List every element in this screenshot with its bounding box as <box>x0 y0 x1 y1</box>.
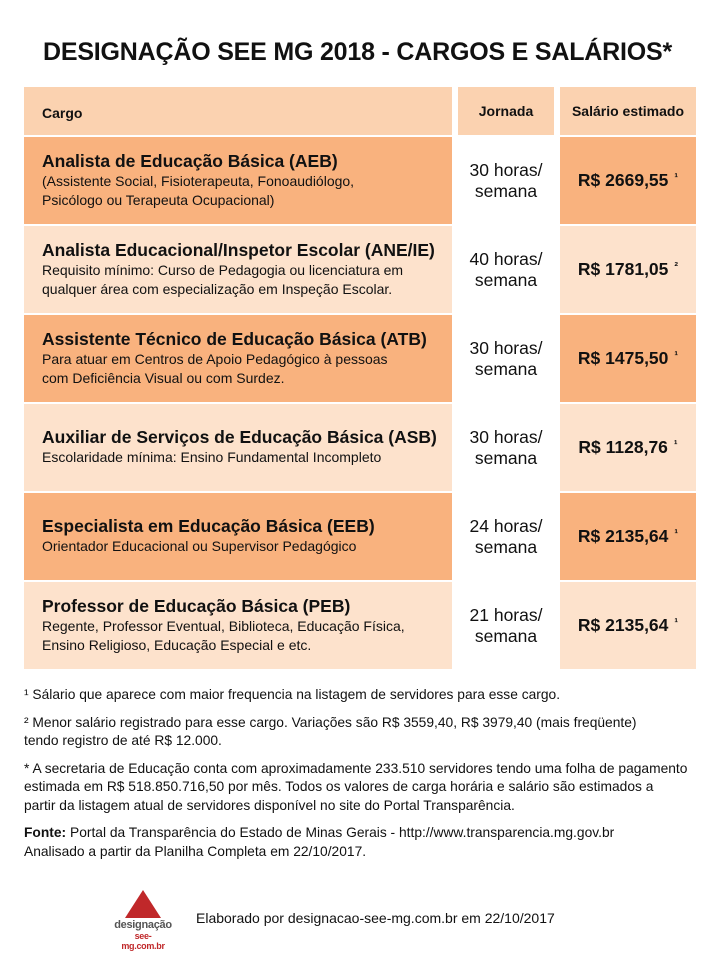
jornada-line: 21 horas/ <box>469 604 543 625</box>
footnote-2-line: ² Menor salário registrado para esse cargo. Variações são R$ 3559,40, R$ 3979,40 (mais freqüente) <box>24 714 637 730</box>
footnote-mark: ¹ <box>674 527 679 540</box>
cargos-table <box>24 87 696 669</box>
cargo-desc: Psicólogo ou Terapeuta Ocupacional) <box>42 191 275 208</box>
cargo-desc: (Assistente Social, Fisioterapeuta, Fonoaudiólogo, <box>42 172 355 189</box>
salario-value: R$ 2669,55 <box>577 170 669 190</box>
footnote-mark: ¹ <box>674 616 679 629</box>
site-logo <box>113 888 173 951</box>
footnote-asterisk-line: estimada em R$ 518.850.716,50 por mês. Todos os valores de carga horária e salário são estimados a <box>24 779 654 794</box>
cargo-desc: com Deficiência Visual ou com Surdez. <box>42 369 285 386</box>
logo-text: designação <box>114 919 172 931</box>
header-salario: Salário estimado <box>560 87 696 135</box>
logo-subtext: see-mg.com.br <box>121 931 165 951</box>
footnote-asterisk <box>24 760 696 816</box>
cargo-name: Assistente Técnico de Educação Básica (ATB) <box>42 328 427 349</box>
table-row-salario <box>560 491 696 580</box>
table-row-jornada <box>452 580 560 669</box>
table-row-jornada <box>452 224 560 313</box>
salario-value: R$ 2135,64 <box>577 526 669 546</box>
table-row-salario <box>560 313 696 402</box>
source-text: Portal da Transparência do Estado de Minas Gerais - http://www.transparencia.mg.gov.br <box>66 825 615 840</box>
footnote-asterisk-line: partir da listagem atual de servidores disponível no site do Portal Transparência. <box>24 797 515 813</box>
salario-value: R$ 2135,64 <box>577 615 669 635</box>
footnote-mark: ¹ <box>674 171 679 184</box>
footnote-mark: ¹ <box>674 349 679 362</box>
source-text-line2: Analisado a partir da Planilha Completa em 22/10/2017. <box>24 843 367 859</box>
footnote-asterisk-line: * A secretaria de Educação conta com aproximadamente 233.510 servidores tendo uma folha de pagamento <box>24 760 688 776</box>
table-row-cargo <box>24 580 452 669</box>
header-cargo: Cargo <box>24 87 452 135</box>
jornada-line: semana <box>474 358 538 379</box>
triangle-logo-icon <box>113 888 173 920</box>
salario-value: R$ 1128,76 <box>578 437 668 457</box>
table-row-jornada <box>452 135 560 224</box>
table-row-salario <box>560 135 696 224</box>
table-row-cargo <box>24 224 452 313</box>
jornada-line: semana <box>474 447 538 468</box>
jornada-line: semana <box>474 269 538 290</box>
salario-value: R$ 1475,50 <box>577 348 669 368</box>
footnote-1: ¹ Sálario que aparece com maior frequencia na listagem de servidores para esse cargo. <box>24 687 561 702</box>
cargo-name: Analista de Educação Básica (AEB) <box>42 150 338 171</box>
page-title: DESIGNAÇÃO SEE MG 2018 - CARGOS E SALÁRIOS* <box>42 38 673 66</box>
cargo-name: Professor de Educação Básica (PEB) <box>42 595 351 616</box>
footnote-mark: ² <box>674 260 679 273</box>
table-row-salario <box>560 224 696 313</box>
table-row-cargo <box>24 313 452 402</box>
cargo-desc: Requisito mínimo: Curso de Pedagogia ou licenciatura em <box>42 261 404 278</box>
table-row-cargo <box>24 402 452 491</box>
jornada-line: 24 horas/ <box>469 515 543 536</box>
jornada-line: semana <box>474 536 538 557</box>
footnote-2-line: tendo registro de até R$ 12.000. <box>24 733 222 748</box>
source-label: Fonte: <box>24 825 67 840</box>
table-row-salario <box>560 402 696 491</box>
cargo-desc: Ensino Religioso, Educação Especial e etc. <box>42 636 312 653</box>
jornada-line: 40 horas/ <box>469 248 543 269</box>
salario-value: R$ 1781,05 <box>577 259 669 279</box>
credit-line: Elaborado por designacao-see-mg.com.br em 22/10/2017 <box>196 910 555 926</box>
jornada-line: semana <box>474 625 538 646</box>
cargo-name: Auxiliar de Serviços de Educação Básica (ASB) <box>42 427 437 447</box>
cargo-desc: Regente, Professor Eventual, Biblioteca, Educação Física, <box>42 617 405 634</box>
cargo-desc: Escolaridade mínima: Ensino Fundamental Incompleto <box>42 449 382 465</box>
table-row-jornada <box>452 491 560 580</box>
table-row-cargo <box>24 135 452 224</box>
jornada-line: 30 horas/ <box>469 426 543 447</box>
jornada-line: 30 horas/ <box>469 159 543 180</box>
cargo-desc: Orientador Educacional ou Supervisor Pedagógico <box>42 538 357 554</box>
cargo-desc: Para atuar em Centros de Apoio Pedagógico à pessoas <box>42 350 388 367</box>
footnote-mark: ¹ <box>673 438 678 451</box>
footnote-2 <box>24 714 696 751</box>
footnotes <box>24 686 696 870</box>
table-row-salario <box>560 580 696 669</box>
table-row-jornada <box>452 313 560 402</box>
source-note <box>24 824 696 861</box>
cargo-desc: qualquer área com especialização em Inspeção Escolar. <box>42 280 393 297</box>
cargo-name: Especialista em Educação Básica (EEB) <box>42 516 375 536</box>
cargo-name: Analista Educacional/Inspetor Escolar (ANE/IE) <box>42 239 435 260</box>
table-row-cargo <box>24 491 452 580</box>
jornada-line: semana <box>474 180 538 201</box>
table-row-jornada <box>452 402 560 491</box>
header-jornada: Jornada <box>452 87 560 135</box>
jornada-line: 30 horas/ <box>469 337 543 358</box>
